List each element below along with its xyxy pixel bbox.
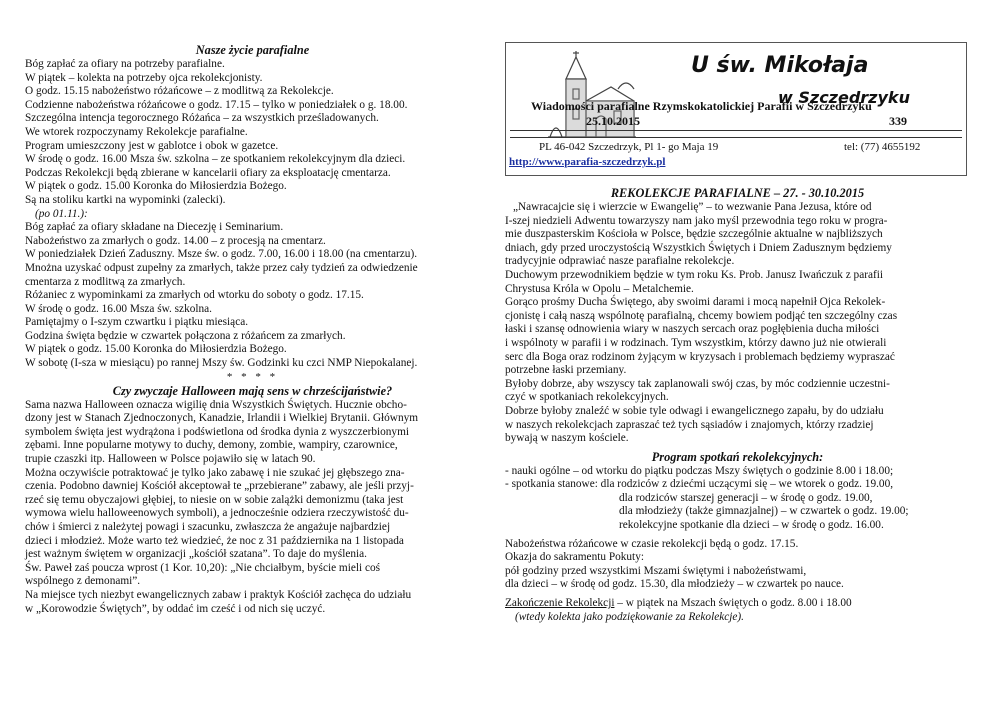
- parish-address: PL 46-042 Szczedrzyk, Pl 1- go Maja 19: [539, 141, 719, 153]
- article-line: tradycyjnie odprawiać nasze parafialne rekolekcje.: [505, 255, 735, 268]
- newsletter-title: U św. Mikołaja: [691, 53, 869, 78]
- info-line: Nabożeństwa różańcowe w czasie rekolekcji będą o godz. 17.15.: [505, 537, 799, 550]
- article-line: czyć w spotkaniach rekolekcyjnych.: [505, 391, 669, 404]
- article-line: rzeć się temu obyczajowi głębiej, to niesie on w sobie zalążki demonizmu (taka jest: [25, 493, 404, 506]
- closing-label: Zakończenie Rekolekcji: [505, 597, 615, 610]
- retreat-heading: REKOLEKCJE PARAFIALNE – 27. - 30.10.2015: [610, 186, 865, 200]
- program-item: - spotkania stanowe: dla rodziców z dziećmi uczącymi się – we wtorek o godz. 19.00,: [505, 478, 894, 491]
- article-line: mie duszpasterskim Kościoła w Polsce, będzie szczególnie aktualne w najbliższych: [505, 228, 883, 241]
- newsletter-subtitle: Wiadomości parafialne Rzymskokatolickiej Parafii w Szczedrzyku: [531, 99, 872, 113]
- article-line: zębami. Inne popularne motywy to duchy, demony, zombie, wampiry, czarownice,: [25, 439, 398, 452]
- announcement-line: cmentarza z modlitwą za zmarłych.: [25, 275, 186, 288]
- announcement-line: W piątek o godz. 15.00 Koronka do Miłosierdzia Bożego.: [25, 180, 287, 193]
- article-line: Byłoby dobrze, aby wszyscy tak zaplanowali swój czas, by móc codziennie uczestni-: [505, 377, 890, 390]
- article-line: łaski i szansę odnowienia wiary w naszych sercach oraz pogłębienia ducha miłości: [505, 323, 880, 336]
- divider-line: [510, 137, 962, 138]
- announcement-line: Podczas Rekolekcji będą zbierane w kancelarii ofiary za eksploatację cmentarza.: [25, 166, 391, 179]
- parish-website-link[interactable]: http://www.parafia-szczedrzyk.pl: [509, 156, 666, 168]
- announcement-line: Mnożna uzyskać odpust zupełny za zmarłych, także przez cały tydzień za odwiedzenie: [25, 261, 418, 274]
- confession-info: [505, 538, 970, 592]
- halloween-heading: Czy zwyczaje Halloween mają sens w chrześcijaństwie?: [112, 383, 393, 398]
- article-line: Duchowym przewodnikiem będzie w tym roku Ks. Prob. Janusz Iwańczuk z parafii: [505, 268, 884, 281]
- announcement-line: Bóg zapłać za ofiary na potrzeby parafialne.: [25, 58, 225, 70]
- announcement-line: Godzina święta będzie w czwartek połączona z różańcem za zmarłych.: [25, 329, 346, 342]
- issue-number: 339: [889, 114, 907, 128]
- right-column: [505, 186, 970, 624]
- article-line: symbolem święta jest wydrążona i podświetlona od środka dynia z wyszczerbionymi: [25, 425, 410, 438]
- announcement-line: W piątek – kolekta na potrzeby ojca rekolekcjonisty.: [25, 71, 263, 84]
- article-line: Można oczywiście potraktować je tylko jako zabawę i nie szukać jej głębszego zna-: [25, 466, 405, 479]
- article-line: dniach, gdy przed uroczystością Wszystkich Świętych i Dniem Zadusznym będziemy: [505, 241, 892, 254]
- program-item: - nauki ogólne – od wtorku do piątku podczas Mszy świętych o godzinie 8.00 i 18.00;: [505, 464, 894, 477]
- closing-line: [505, 597, 970, 611]
- announcement-line: Są na stoliku kartki na wypominki (zalecki).: [25, 193, 226, 206]
- article-line: Dobrze byłoby znaleźć w sobie tyle odwagi i ewangelicznego zapału, by do udziału: [505, 404, 884, 417]
- info-line: Okazja do sakramentu Pokuty:: [505, 551, 644, 564]
- announcement-line: Różaniec z wypominkami za zmarłych od wtorku do soboty o godz. 17.15.: [25, 289, 364, 302]
- parish-phone: tel: (77) 4655192: [844, 141, 921, 153]
- article-line: trupie czaszki itp. Halloween w Polsce pojawiło się w latach 90.: [25, 453, 316, 466]
- announcement-line: Pamiętajmy o I-szym czwartku i piątku miesiąca.: [25, 316, 249, 329]
- article-line: potrzebne łaski przemiany.: [505, 364, 627, 377]
- article-line: Św. Paweł zaś poucza wprost (1 Kor. 10,20): „Nie chciałbym, byście mieli coś: [25, 561, 381, 574]
- announcement-line: Nabożeństwo za zmarłych o godz. 14.00 – z procesją na cmentarz.: [25, 234, 326, 247]
- article-line: Sama nazwa Halloween oznacza wigilię dnia Wszystkich Świętych. Hucznie obcho-: [25, 398, 407, 411]
- article-line: dzony jest w Stanach Zjednoczonych, Kanadzie, Irlandii i Wielkiej Brytanii. Głównym: [25, 412, 419, 425]
- announcement-line: Bóg zapłać za ofiary składane na Diecezję i Seminarium.: [25, 221, 284, 234]
- article-line: „Nawracajcie się i wierzcie w Ewangelię” – to wezwanie Pana Jezusa, które od: [513, 201, 872, 213]
- announcement-line: Codzienne nabożeństwa różańcowe o godz. 17.15 – tylko w poniedziałek o g. 18.00.: [25, 98, 408, 111]
- divider-line: [510, 130, 962, 131]
- info-line: dla dzieci – w środę od godz. 15.30, dla młodzieży – w czwartek po nauce.: [505, 578, 844, 591]
- program-item: dla młodzieży (także gimnazjalnej) – w czwartek o godz. 19.00;: [619, 505, 909, 518]
- info-line: pół godziny przed wszystkimi Mszami świętymi i nabożeństwami,: [505, 564, 807, 577]
- closing-text: – w piątek na Mszach świętych o godz. 8.00 i 18.00: [614, 597, 852, 610]
- newsletter-header: [505, 42, 967, 176]
- article-line: wspólnego z demonami”.: [25, 575, 141, 588]
- newsletter-title-place: w Szczedrzyku: [778, 88, 910, 107]
- announcement-line: W sobotę (I-sza w miesiącu) po rannej Mszy św. Godzinki ku czci NMP Niepokalanej.: [25, 357, 418, 370]
- article-line: Gorąco prośmy Ducha Świętego, aby swoimi darami i mocą napełnił Ojca Rekolek-: [505, 296, 886, 309]
- left-column: [25, 43, 480, 616]
- article-line: bywają w naszym kościele.: [505, 432, 629, 445]
- article-line: cjonistę i całą naszą wspólnotę parafialną, chcemy bowiem podjąć ten szczególny czas: [505, 309, 898, 322]
- parish-announcements-2: [25, 221, 480, 371]
- article-line: I-szej niedzieli Adwentu towarzyszy nam jako myśl przewodnia tego roku w progra-: [505, 214, 888, 227]
- program-heading: Program spotkań rekolekcyjnych:: [651, 449, 824, 464]
- article-line: serc dla Boga oraz rodzinom żyjącym w kryzysach i problemach będziemy wypraszać: [505, 350, 895, 363]
- announcement-line: O godz. 15.15 nabożeństwo różańcowe – z modlitwą za Rekolekcje.: [25, 85, 334, 98]
- announcement-line: W środę o godz. 16.00 Msza św. szkolna.: [25, 302, 212, 315]
- parish-announcements-1: [25, 58, 480, 208]
- article-line: chów i śmierci z należytej powagi i szacunku, zwłaszcza że angażuje najbardziej: [25, 521, 391, 533]
- article-line: czenia. Podobno dawniej Kościół akceptował te „przebierane” zabawy, ale jeśli przyj-: [25, 480, 414, 493]
- announcement-line: Program umieszczony jest w gablotce i obok w gazetce.: [25, 139, 279, 152]
- date-note: (po 01.11.):: [35, 207, 88, 220]
- issue-date: 25.10.2015: [586, 114, 640, 128]
- announcement-line: We wtorek rozpoczynamy Rekolekcje parafialne.: [25, 125, 248, 138]
- retreat-article: [505, 201, 970, 446]
- announcement-line: W poniedziałek Dzień Zaduszny. Msze św. o godz. 7.00, 16.00 i 18.00 (na cmentarzu).: [25, 248, 418, 261]
- halloween-article: [25, 399, 480, 617]
- program-item: rekolekcyjne spotkanie dla dzieci – w środę o godz. 16.00.: [619, 519, 884, 532]
- article-line: i wspólnoty w parafii i w rodzinach. Tym wszystkim, którzy dawno już nie otwierali: [505, 336, 887, 349]
- parish-life-heading: Nasze życie parafialne: [195, 43, 310, 57]
- article-line: Na miejsce tych niezbyt ewangelicznych zabaw i praktyk Kościół zachęca do udziału: [25, 588, 412, 601]
- program-list: [505, 465, 970, 533]
- program-item: dla rodziców starszej generacji – w środę o godz. 19.00,: [619, 491, 873, 504]
- article-line: Chrystusa Króla w Opolu – Metalchemie.: [505, 282, 694, 295]
- article-line: dzieci i młodzież. Może warto też wiedzieć, że noc z 31 października na 1 listopada: [25, 534, 404, 547]
- article-line: wymowa wielu halloweenowych symboli), a jednocześnie odziera rzeczywistość du-: [25, 507, 409, 520]
- article-line: w naszych rekolekcjach zapraszać też tych sąsiadów i znajomych, którzy rzadziej: [505, 418, 874, 431]
- article-line: w „Korowodzie Świętych”, by oddać im cześć i od nich się uczyć.: [25, 602, 326, 615]
- article-line: jest ważnym świętem w organizacji „kościół szatana”. To daje do myślenia.: [25, 548, 367, 561]
- closing-note: (wtedy kolekta jako podziękowanie za Rekolekcje).: [515, 610, 744, 623]
- announcement-line: Szczególna intencja tegorocznego Różańca – za wszystkich prześladowanych.: [25, 112, 379, 125]
- announcement-line: W piątek o godz. 15.00 Koronka do Miłosierdzia Bożego.: [25, 343, 287, 356]
- announcement-line: W środę o godz. 16.00 Msza św. szkolna – ze spotkaniem rekolekcyjnym dla dzieci.: [25, 153, 406, 166]
- section-divider: * * * *: [226, 370, 279, 383]
